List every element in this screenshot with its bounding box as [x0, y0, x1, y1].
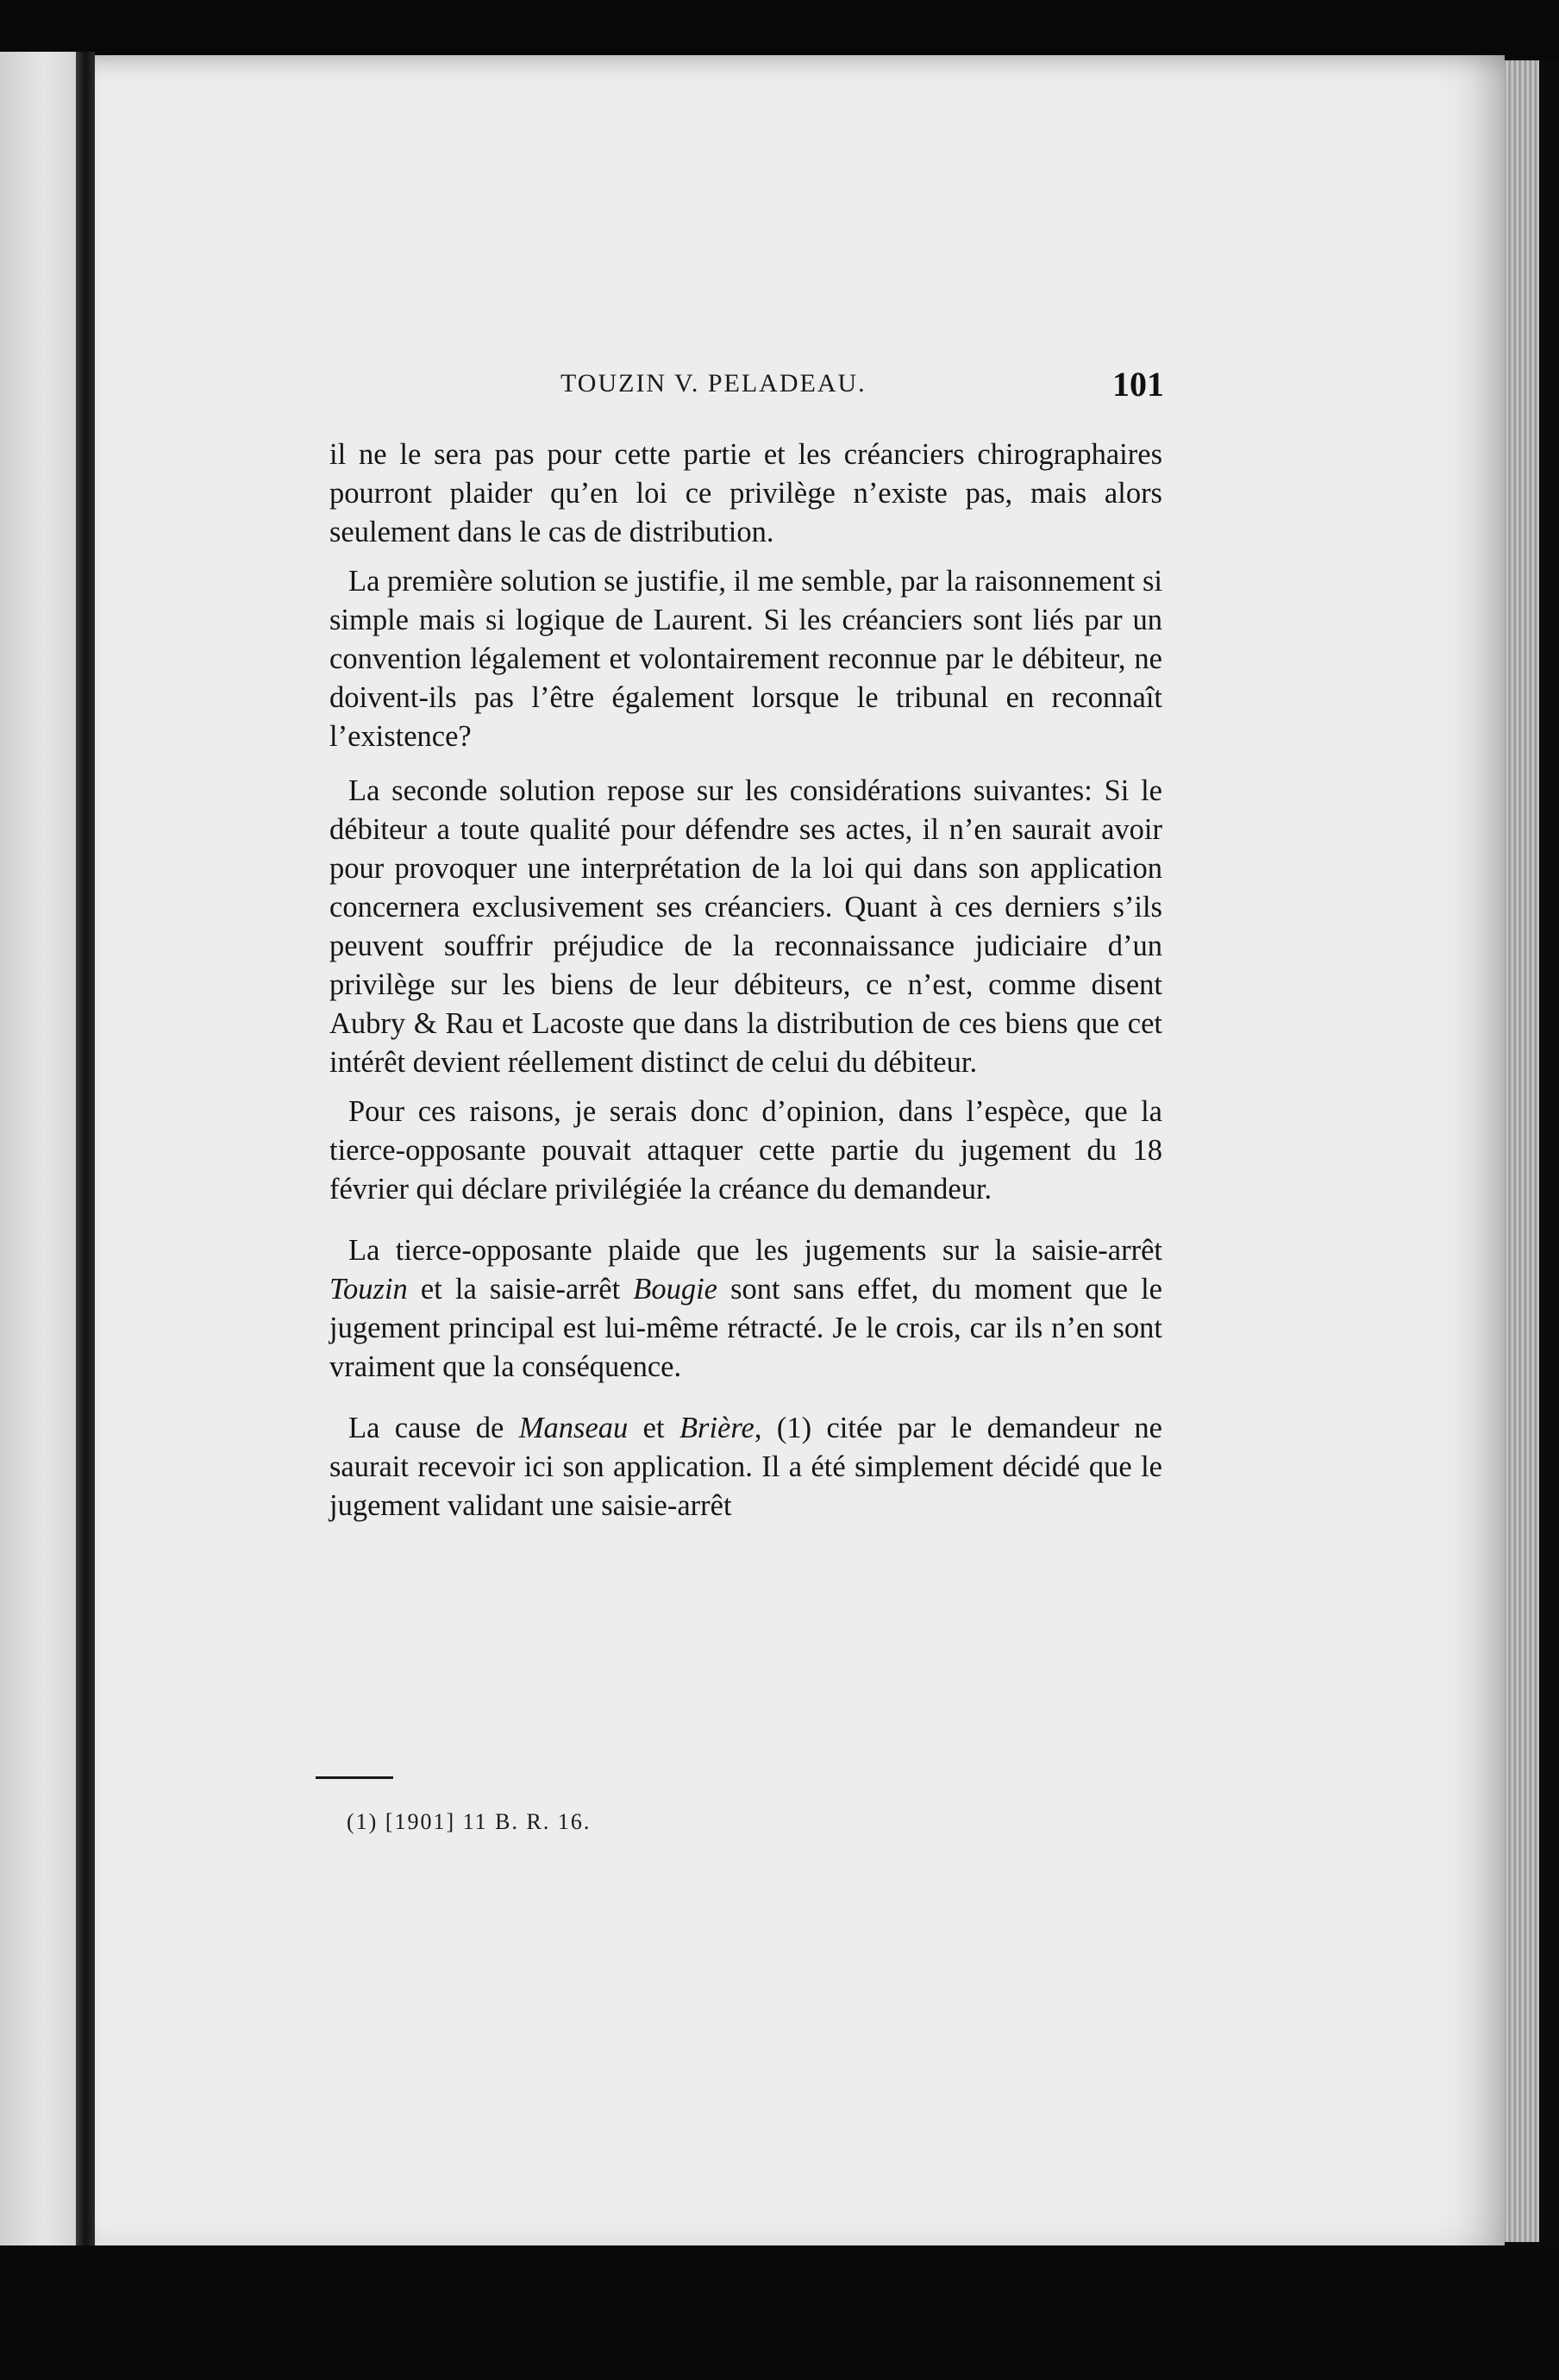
scan-border-bottom — [0, 2245, 1559, 2380]
paragraph-1: il ne le sera pas pour cette partie et les créanciers chirographaires pourront plaider qu’en loi ce privilège n’existe pas, mais alors seulement dans le cas de distribution. — [329, 438, 1162, 548]
case-name-briere: Brière — [679, 1412, 754, 1444]
body-text — [329, 435, 1162, 1525]
paragraph-5-text-b: et la saisie-arrêt — [407, 1273, 634, 1306]
paragraph-6-text-c: , (1) citée par le demandeur ne saurait recevoir ici son application. Il a été simplement décidé que le jugement validant une saisie-arrêt — [329, 1412, 1162, 1522]
page-stack-edges — [1505, 60, 1539, 2242]
paragraph-6-text-b: et — [628, 1412, 679, 1444]
running-title: TOUZIN V. PELADEAU. — [560, 369, 867, 398]
paragraph-2: La première solution se justifie, il me semble, par la raisonnement si simple mais si logique de Laurent. Si les créanciers sont liés par un convention légalement et volontairement reconnue par le débiteur, ne doivent-ils pas l’être également lorsque le tribunal en reconnaît l’existence? — [329, 565, 1162, 753]
paragraph-5-text-c: sont sans effet, du moment que le jugement principal est lui-même rétracté. Je le crois, car ils n’en sont vraiment que la conséquence. — [329, 1273, 1162, 1383]
footnote: (1) [1901] 11 B. R. 16. — [347, 1809, 592, 1834]
case-name-touzin: Touzin — [329, 1273, 408, 1306]
paragraph-4: Pour ces raisons, je serais donc d’opinion, dans l’espèce, que la tierce-opposante pouvait attaquer cette partie du jugement du 18 février qui déclare privilégiée la créance du demandeur. — [329, 1095, 1162, 1206]
scan-border-top — [0, 0, 1559, 60]
paragraph-5-text-a: La tierce-opposante plaide que les jugements sur la saisie-arrêt — [348, 1234, 1162, 1267]
paragraph-3: La seconde solution repose sur les considérations suivantes: Si le débiteur a toute qualité pour défendre ses actes, il n’en saurait avoir pour provoquer une interprétation de la loi qui dans son application concernera exclusivement ses créanciers. Quant à ces derniers s’ils peuvent souffrir préjudice de la reconnaissance judiciaire d’un privilège sur les biens de leur débiteurs, ce n’est, comme disent Aubry & Rau et Lacoste que dans la distribution de ces biens que cet intérêt devient réellement distinct de celui du débiteur. — [329, 774, 1162, 1079]
paragraph-6 — [329, 1409, 1162, 1525]
book-gutter — [76, 52, 95, 2259]
paragraph-5 — [329, 1231, 1162, 1387]
page-number: 101 — [1112, 365, 1164, 404]
footnote-rule — [316, 1776, 393, 1779]
case-name-bougie: Bougie — [633, 1273, 717, 1306]
paragraph-6-text-a: La cause de — [348, 1412, 519, 1444]
running-header — [328, 365, 1164, 412]
previous-page-edge — [0, 52, 76, 2259]
case-name-manseau: Manseau — [518, 1412, 629, 1444]
